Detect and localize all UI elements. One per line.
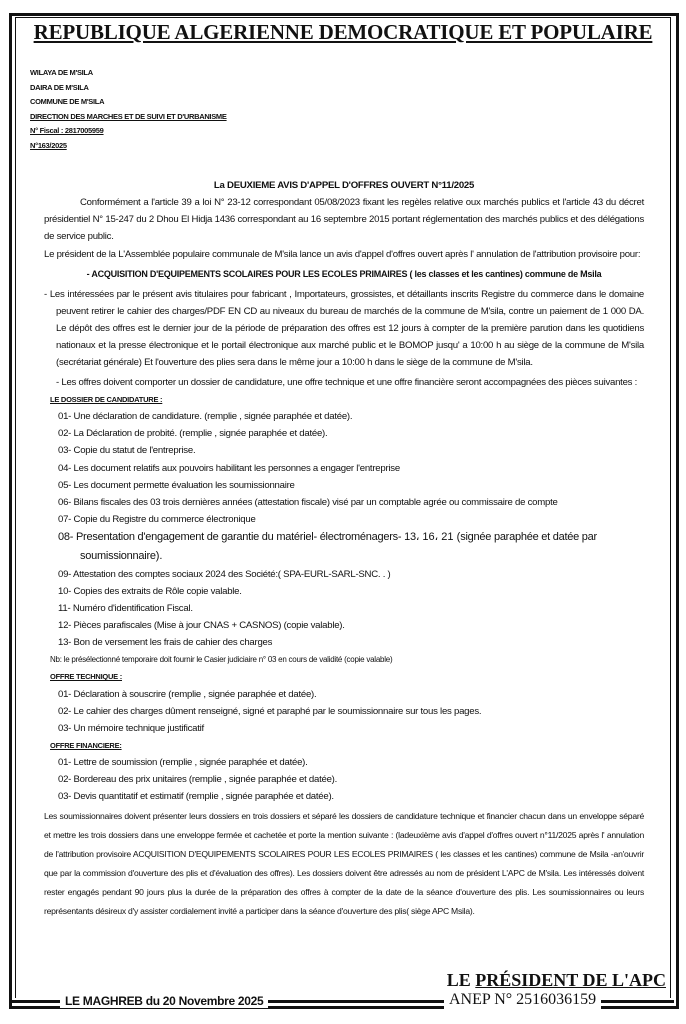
notice-title: La DEUXIEME AVIS D'APPEL D'OFFRES OUVERT N°11/2025 (213, 180, 475, 191)
financial-offer-heading: OFFRE FINANCIERE: (50, 740, 122, 750)
closing-paragraph: Les soumissionnaires doivent présenter leurs dossiers en trois dossiers et séparé les dossiers de candidature technique et financier chacun dans un enveloppe séparé et mettre les trois dossiers dans une enveloppe fermée et cachetée et porte la mention suivante : (ladeuxième avis d'appel d'offres ouvert n°11/2025 après l' annulation de l'attribution provisoire ACQUISITION D'EQUIPEMENTS SCOLAIRES POUR LES ECOLES PRIMAIRES ( les classes et les cantines) commune de Msila -an'ouvrir que par la commission d'ouverture des plis et d'évaluation des offres). Les dossiers doivent être adressés au nom de président L'APC de M'sila. Les intéressés doivent rester engagés pendant 90 jours plus la durée de la préparation des offres à compter de la date de la séance d'ouverture des plis. Les soumissionnaires ou leurs représentants désireux d'y assister cordialement invité a participer dans la séance d'ouverture des plis( siège APC Msila). (44, 811, 644, 917)
paragraph-legal-basis: Conformément a l'article 39 a loi N° 23-12 correspondant 05/08/2023 fixant les regèles relative oux marchés publics et l'article 43 du décret présidentiel N° 15-247 du 2 Dhou El Hidja 1436 correspondant au 16 septembre 2015 portant réglementation des marchés publics et des délégations de service public. (44, 197, 644, 243)
issuer-header (30, 66, 227, 154)
reference-number: N°163/2025 (30, 140, 67, 150)
dossier-heading: LE DOSSIER DE CANDIDATURE : (50, 395, 163, 405)
signature-title: PRÉSIDENT DE L'APC (475, 970, 666, 990)
paragraph-offers: - Les offres doivent comporter un dossier de candidature, une offre technique et une offre financière seront accompagnées des pièces suivantes : (56, 377, 638, 389)
list-item: 03- Devis quantitatif et estimatif (remplie , signée paraphée et datée). (58, 791, 334, 803)
list-item: 06- Bilans fiscales des 03 trois dernières années (attestation fiscale) visé par un comptable agrée ou commissaire de compte (58, 496, 558, 508)
list-item: 11- Numéro d'identification Fiscal. (58, 603, 193, 615)
list-item: 01- Déclaration à souscrire (remplie , signée paraphée et datée). (58, 688, 317, 700)
list-item: 01- Une déclaration de candidature. (remplie , signée paraphée et datée). (58, 411, 353, 423)
daira: DAIRA DE M'SILA (30, 82, 89, 92)
acquisition-object: - ACQUISITION D'EQUIPEMENTS SCOLAIRES POUR LES ECOLES PRIMAIRES ( les classes et les cantines) commune de Msila (86, 269, 602, 280)
signature-block (447, 970, 666, 991)
list-item: 07- Copie du Registre du commerce électronique (58, 513, 256, 525)
nb-note: Nb: le présélectionné temporaire doit fournir le Casier judiciaire n° 03 en cours de validité (copie valable) (50, 655, 393, 665)
direction: DIRECTION DES MARCHES ET DE SUIVI ET D'URBANISME (30, 111, 227, 121)
technical-offer-heading: OFFRE TECHNIQUE : (50, 672, 122, 682)
list-item: 09- Attestation des comptes sociaux 2024 des Société:( SPA-EURL-SARL-SNC. . ) (58, 568, 391, 580)
fiscal-number: N° Fiscal : 2817005959 (30, 126, 104, 136)
list-item: 02- La Déclaration de probité. (remplie , signée paraphée et datée). (58, 428, 328, 440)
dossier-list (44, 408, 644, 651)
document-title: REPUBLIQUE ALGERIENNE DEMOCRATIQUE ET POPULAIRE (33, 20, 653, 44)
list-item: 02- Bordereau des prix unitaires (remplie , signée paraphée et datée). (58, 774, 338, 785)
notice-body (44, 177, 644, 921)
list-item: 08- Presentation d'engagement de garantie du matériel- électroménagers- 13، 16، 21 (signée paraphée et datée par soumissionnaire). (58, 530, 597, 562)
list-item: 01- Lettre de soumission (remplie , signée paraphée et datée). (58, 756, 308, 768)
signature-prefix: LE (446, 970, 476, 990)
newspaper-date: LE MAGHREB du 20 Novembre 2025 (60, 994, 268, 1008)
list-item: 02- Le cahier des charges dûment renseigné, signé et paraphé par le soumissionnaire sur tous les pages. (58, 705, 482, 717)
anep-number: ANEP N° 2516036159 (444, 991, 601, 1009)
list-item: 03- Un mémoire technique justificatif (58, 722, 204, 734)
list-item: 05- Les document permette évaluation les soumissionnaire (58, 479, 295, 491)
list-item: 12- Pièces parafiscales (Mise à jour CNAS + CASNOS) (copie valable). (58, 620, 345, 632)
list-item: 04- Les document relatifs aux pouvoirs habilitant les personnes a engager l'entreprise (58, 462, 400, 474)
list-item: 13- Bon de versement les frais de cahier des charges (58, 637, 273, 649)
wilaya: WILAYA DE M'SILA (30, 68, 93, 77)
list-item: 03- Copie du statut de l'entreprise. (58, 445, 196, 457)
list-item: 10- Copies des extraits de Rôle copie valable. (58, 585, 242, 597)
paragraph-president: Le président de la L'Assemblée populaire communale de M'sila lance un avis d'appel d'offres ouvert après l' annulation de l'attribution provisoire pour: (44, 249, 641, 261)
paragraph-interested-parties: - Les intéressées par le présent avis titulaires pour fabricant , Importateurs, grossistes, et détaillants inscrits Registre du commerce dans le domaine peuvent retirer le cahier des charges/PDF EN CD au niveaux du bureau de marchés de la commune de M'sila, contre un paiement de 1 000 DA. Le dépôt des offres est le dernier jour de la période de préparation des offres est 12 jours à compter de la première parution dans les quotidiens nationaux et la presse électronique et le portail électronique aux marché public et le BOMOP jusqu' a 10:00 h au siège de la commune de M'sila (secrétariat générale) Et l'ouverture des plies sera dans le même jour a 10:00 h dans le siège de la commune de M'sila. (44, 288, 644, 368)
commune: COMMUNE DE M'SILA (30, 97, 105, 107)
